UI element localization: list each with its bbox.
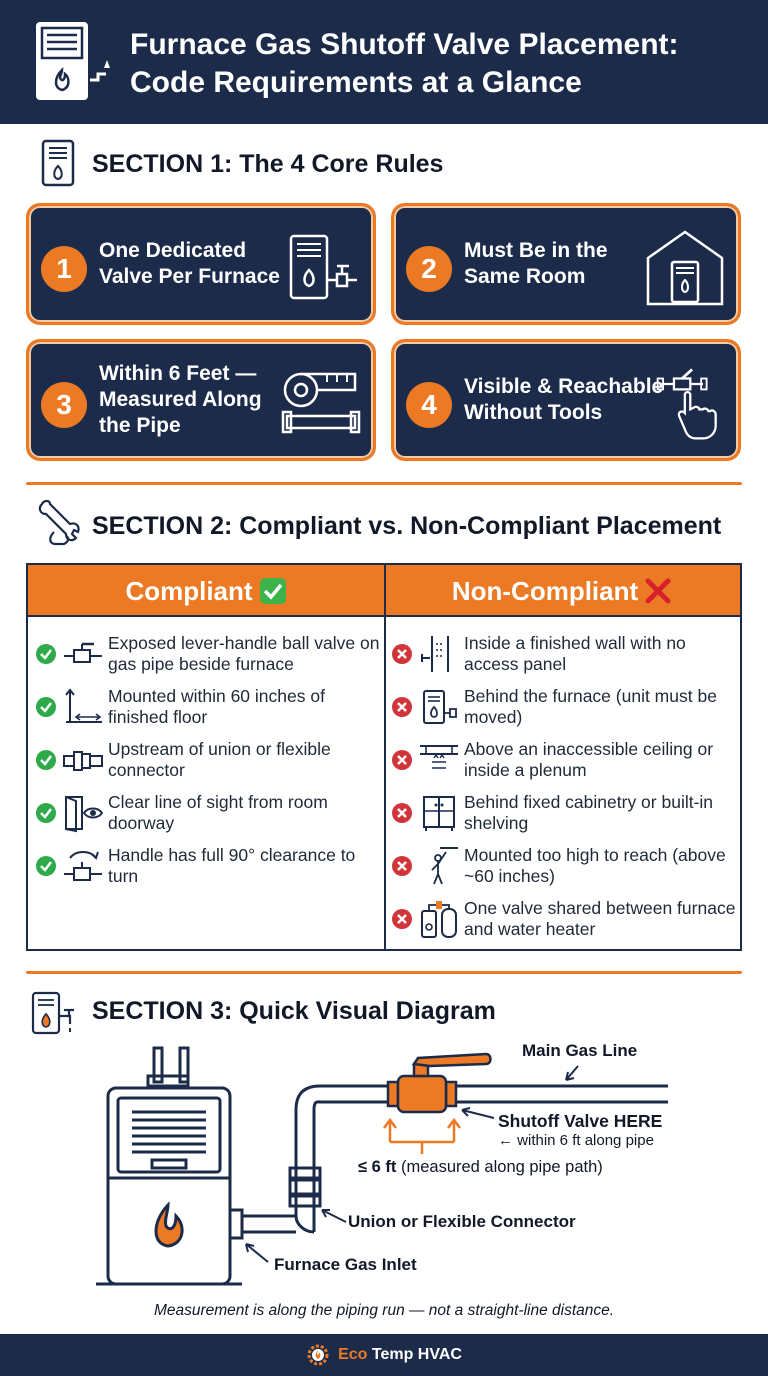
door-eye-icon: [62, 793, 104, 833]
ceiling-icon: [418, 740, 460, 780]
hand-valve-icon: [654, 360, 732, 446]
compliance-table: [26, 563, 742, 951]
x-circle-icon: [392, 644, 412, 664]
list-item: Inside a finished wall with no access panel: [392, 629, 736, 679]
check-icon: [36, 803, 56, 823]
rule-card-3: [26, 339, 376, 461]
check-box-icon: [259, 577, 287, 605]
x-circle-icon: [392, 909, 412, 929]
x-circle-icon: [392, 697, 412, 717]
brand-name: Eco Temp HVAC: [338, 1346, 462, 1363]
rule-number: 1: [41, 246, 87, 292]
rotate-valve-icon: [62, 846, 104, 886]
x-circle-icon: [392, 803, 412, 823]
rule-text: Visible & Reachable Without Tools: [464, 375, 664, 424]
rule-number: 4: [406, 382, 452, 428]
x-mark-icon: [644, 577, 672, 605]
x-circle-icon: [392, 856, 412, 876]
section-1-title: SECTION 1: The 4 Core Rules: [92, 150, 444, 178]
rule-text: Within 6 Feet — Measured Along the Pipe: [99, 362, 262, 437]
check-icon: [36, 750, 56, 770]
furnace-behind-icon: [418, 687, 460, 727]
list-item: Handle has full 90° clearance to turn: [36, 841, 380, 891]
divider: [26, 482, 742, 485]
flame-icon: [156, 1205, 182, 1246]
rule-text: Must Be in the Same Room: [464, 239, 608, 288]
rule-text: One Dedicated Valve Per Furnace: [99, 239, 280, 288]
noncompliant-header: Non-Compliant: [384, 565, 740, 617]
page-title: Furnace Gas Shutoff Valve Placement: Code Requirements at a Glance: [130, 28, 679, 99]
check-icon: [36, 856, 56, 876]
gas-inlet-label: Furnace Gas Inlet: [274, 1255, 417, 1274]
ball-valve-icon: [62, 634, 104, 674]
list-item: Behind fixed cabinetry or built-in shelving: [392, 788, 736, 838]
reach-person-icon: [418, 846, 460, 886]
list-item: Mounted within 60 inches of finished floor: [36, 682, 380, 732]
measure-arrows: [384, 1120, 460, 1154]
list-item: Above an inaccessible ceiling or inside a plenum: [392, 735, 736, 785]
furnace-icon: [40, 138, 76, 188]
rule-card-4: [391, 339, 741, 461]
check-icon: [36, 644, 56, 664]
list-item: Clear line of sight from room doorway: [36, 788, 380, 838]
union-fitting-icon: [62, 740, 104, 780]
rule-card-1: [26, 203, 376, 325]
rule-number: 2: [406, 246, 452, 292]
rule-number: 3: [41, 382, 87, 428]
shared-valve-icon: [418, 899, 460, 939]
header-banner: [0, 0, 768, 124]
x-circle-icon: [392, 750, 412, 770]
main-gas-line-label: Main Gas Line: [522, 1041, 638, 1060]
shutoff-valve-label: Shutoff Valve HERE: [498, 1111, 663, 1131]
compliant-header: Compliant: [28, 565, 384, 617]
furnace-valve-icon: [277, 224, 363, 310]
footer: [0, 1334, 768, 1376]
measure-note: ≤ 6 ft (measured along pipe path): [358, 1158, 603, 1176]
section-2-title: SECTION 2: Compliant vs. Non-Compliant Placement: [92, 512, 722, 540]
gear-flame-icon: [306, 1343, 330, 1367]
section-3-title: SECTION 3: Quick Visual Diagram: [92, 997, 496, 1025]
union-label: Union or Flexible Connector: [348, 1212, 576, 1231]
cabinet-icon: [418, 793, 460, 833]
divider: [26, 971, 742, 974]
tape-measure-icon: [277, 360, 363, 446]
diagram-caption: Measurement is along the piping run — not a straight-line distance.: [153, 1302, 615, 1319]
house-furnace-icon: [642, 224, 728, 310]
rule-card-2: [391, 203, 741, 325]
within-note: ← within 6 ft along pipe: [498, 1132, 654, 1149]
list-item: Exposed lever-handle ball valve on gas pipe beside furnace: [36, 629, 380, 679]
list-item: Mounted too high to reach (above ~60 inches): [392, 841, 736, 891]
furnace-faucet-icon: [30, 990, 82, 1038]
wrench-hand-icon: [36, 498, 82, 548]
wall-icon: [418, 634, 460, 674]
list-item: One valve shared between furnace and water heater: [392, 894, 736, 944]
height-arrow-icon: [62, 687, 104, 727]
column-divider: [384, 565, 386, 949]
list-item: Behind the furnace (unit must be moved): [392, 682, 736, 732]
furnace-icon: [32, 18, 116, 104]
furnace-unit: [96, 1048, 242, 1284]
check-icon: [36, 697, 56, 717]
list-item: Upstream of union or flexible connector: [36, 735, 380, 785]
